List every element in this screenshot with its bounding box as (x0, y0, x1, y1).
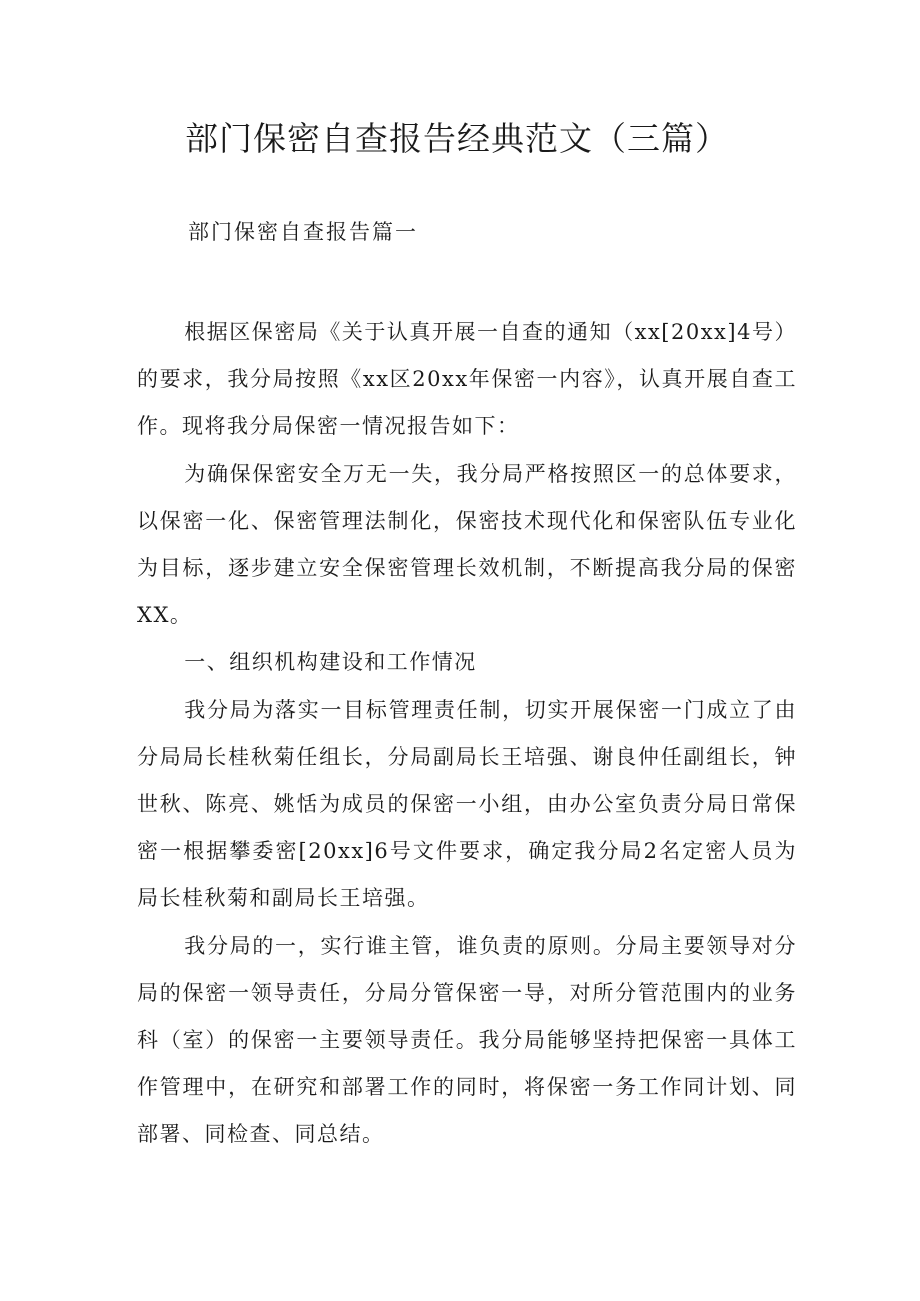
document-body (137, 309, 797, 1159)
paragraph-intro: 根据区保密局《关于认真开展一自查的通知（xx[20xx]4号）的要求，我分局按照《xx区20xx年保密一内容》，认真开展自查工作。现将我分局保密一情况报告如下： (137, 320, 797, 439)
section-heading-organization: 一、组织机构建设和工作情况 (184, 650, 477, 675)
section-heading: 部门保密自查报告篇一 (188, 220, 418, 244)
paragraph-goal: 为确保保密安全万无一失，我分局严格按照区一的总体要求，以保密一化、保密管理法制化，保密技术现代化和保密队伍专业化为目标，逐步建立安全保密管理长效机制，不断提高我分局的保密XX。 (137, 461, 797, 628)
paragraph-responsibility: 我分局的一，实行谁主管，谁负责的原则。分局主要领导对分局的保密一领导责任，分局分管保密一导，对所分管范围内的业务科（室）的保密一主要领导责任。我分局能够坚持把保密一具体工作管理中，在研究和部署工作的同时，将保密一务工作同计划、同部署、同检查、同总结。 (137, 933, 797, 1147)
paragraph-organization: 我分局为落实一目标管理责任制，切实开展保密一门成立了由分局局长桂秋菊任组长，分局副局长王培强、谢良仲任副组长，钟世秋、陈亮、姚恬为成员的保密一小组，由办公室负责分局日常保密一根据攀委密[20xx]6号文件要求，确定我分局2名定密人员为局长桂秋菊和副局长王培强。 (137, 697, 797, 911)
document-title: 部门保密自查报告经典范文（三篇） (185, 119, 729, 158)
